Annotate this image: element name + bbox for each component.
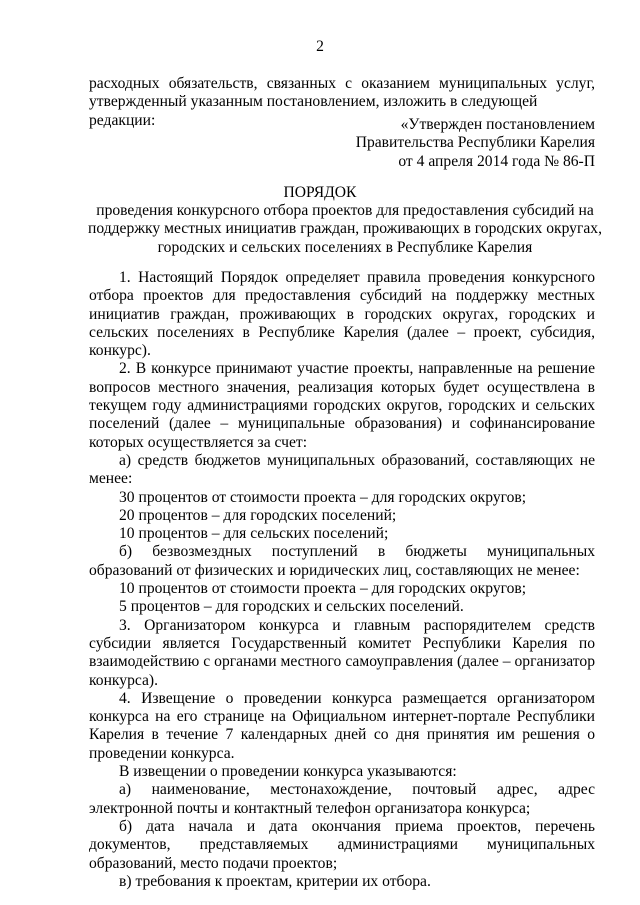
approval-line-2: Правительства Республики Карелия [355, 134, 595, 152]
notice-intro: В извещении о проведении конкурса указываются: [119, 763, 457, 781]
paragraph-4: 4. Извещение о проведении конкурса размещается организатором конкурса на его странице на Официальном интернет-портале Республики Карелия в течение 7 календарных дней со дня принятия им решения о проведении конкурса. [89, 689, 595, 762]
notice-item-a: а) наименование, местонахождение, почтовый адрес, адрес электронной почты и контактный телефон организатора конкурса; [89, 781, 595, 817]
notice-item-c: в) требования к проектам, критерии их отбора. [119, 872, 431, 890]
notice-item-b: б) дата начала и дата окончания приема проектов, перечень документов, представляемых администрациями муниципальных образований, место подачи проектов; [89, 817, 595, 872]
intro-line-2: утвержденный указанным постановлением, изложить в следующей редакции: [89, 93, 538, 129]
subtitle-line-1: проведения конкурсного отбора проектов для предоставления субсидий на [96, 202, 594, 219]
list-item-30-percent: 30 процентов от стоимости проекта – для городских округов; [119, 488, 527, 506]
paragraph-3: 3. Организатором конкурса и главным распорядителем средств субсидии является Государственный комитет Республики Карелия по взаимодействию с органами местного самоуправления (далее – организатор конкурса). [89, 616, 595, 689]
list-item-5-percent: 5 процентов – для городских и сельских поселений. [119, 598, 464, 616]
paragraph-2a: а) средств бюджетов муниципальных образований, составляющих не менее: [89, 451, 595, 488]
document-body [89, 269, 595, 891]
paragraph-1: 1. Настоящий Порядок определяет правила проведения конкурсного отбора проектов для предоставления субсидий на поддержку местных инициатив граждан, проживающих в городских округах, городских и сельских поселениях в Республике Карелия (далее – проект, субсидия, конкурс). [89, 269, 595, 360]
approval-line-1: «Утвержден постановлением [400, 116, 595, 133]
list-item-20-percent: 20 процентов – для городских поселений; [119, 506, 397, 524]
document-title: ПОРЯДОК [283, 184, 357, 201]
approval-line-3: от 4 апреля 2014 года № 86-П [398, 152, 595, 170]
subtitle-line-2: поддержку местных инициатив граждан, проживающих в городских округах, [88, 220, 602, 238]
intro-line-1: расходных обязательств, связанных с оказанием муниципальных услуг, [89, 75, 595, 92]
page-number: 2 [316, 38, 324, 55]
approval-block [300, 116, 595, 171]
list-item-10-percent-donations: 10 процентов от стоимости проекта – для городских округов; [119, 580, 527, 598]
document-subtitle [80, 202, 610, 257]
subtitle-line-3: городских и сельских поселениях в Республике Карелия [157, 238, 533, 256]
list-item-10-percent: 10 процентов – для сельских поселений; [119, 525, 389, 543]
paragraph-2: 2. В конкурсе принимают участие проекты, направленные на решение вопросов местного значения, реализация которых будет осуществлена в текущем году администрациями городских округов, городских и сельских поселений (далее – муниципальные образования) и софинансирование которых осуществляется за счет: [89, 360, 595, 451]
paragraph-2b: б) безвозмездных поступлений в бюджеты муниципальных образований от физических и юридических лиц, составляющих не менее: [89, 543, 595, 579]
